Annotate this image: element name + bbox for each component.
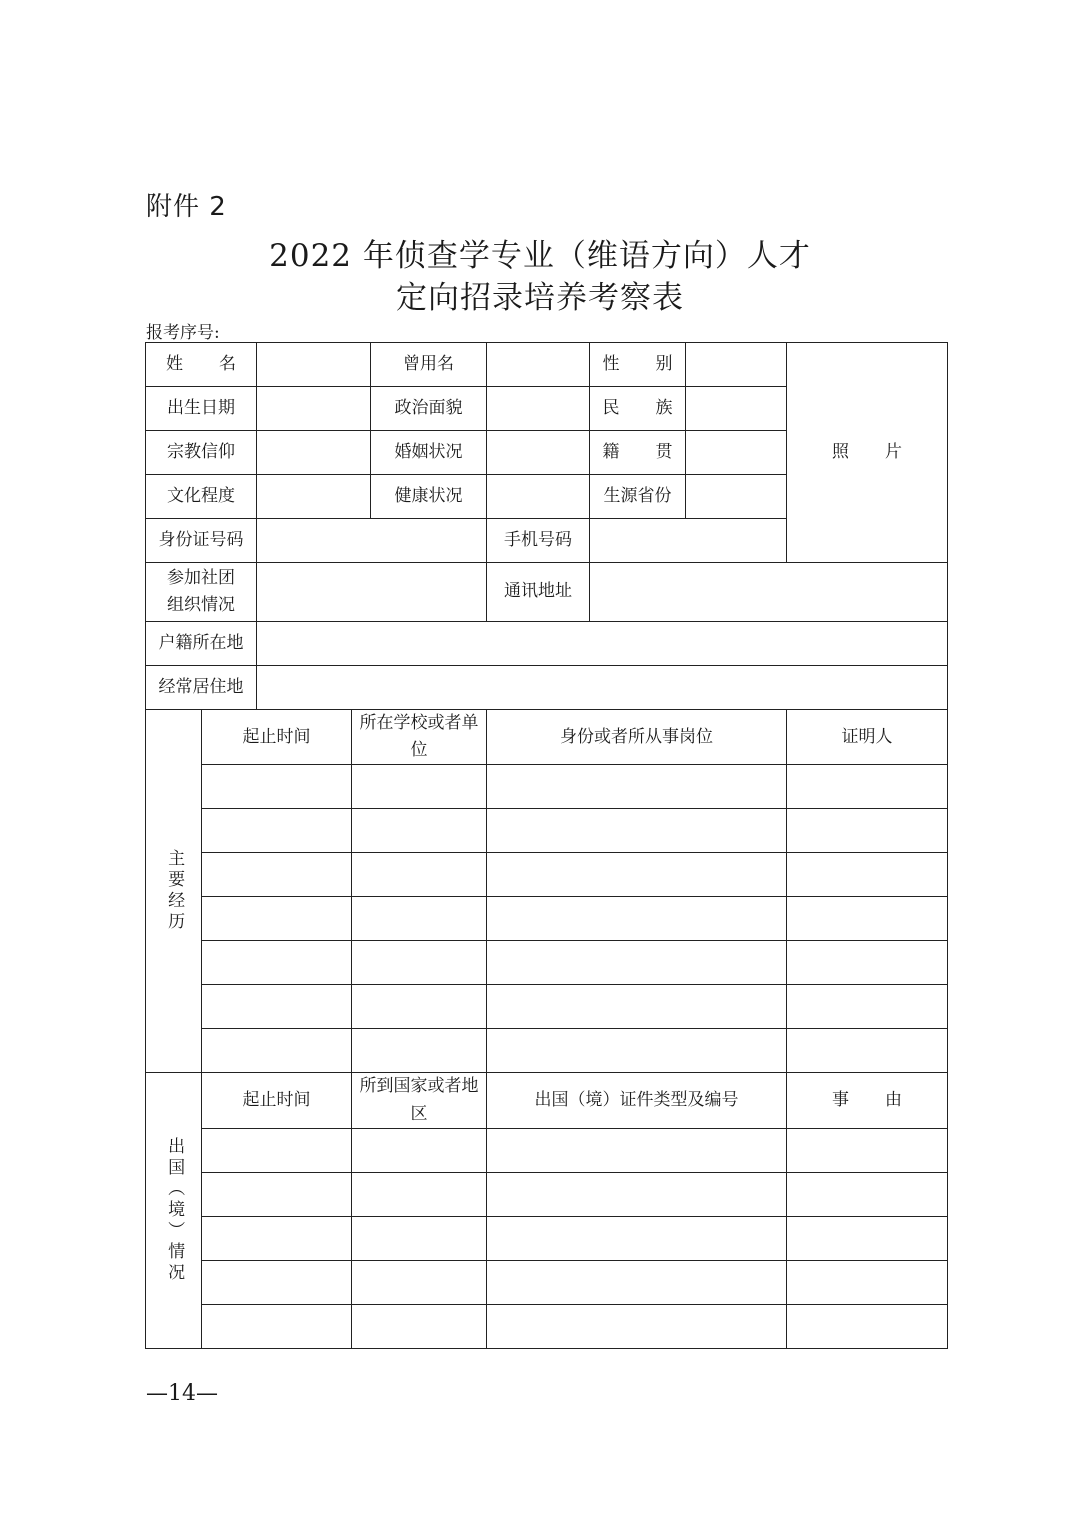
name-field[interactable] bbox=[257, 343, 371, 387]
experience-col-period: 起止时间 bbox=[202, 710, 352, 765]
marital-status-field[interactable] bbox=[487, 431, 590, 475]
abroad-header-row bbox=[146, 1073, 948, 1128]
experience-position-cell[interactable] bbox=[487, 985, 787, 1029]
organization-field[interactable] bbox=[257, 563, 487, 622]
name-label: 姓 名 bbox=[166, 353, 252, 374]
experience-school-cell[interactable] bbox=[352, 985, 487, 1029]
household-reg-field[interactable] bbox=[257, 622, 948, 666]
abroad-country-cell[interactable] bbox=[352, 1216, 487, 1260]
experience-period-cell[interactable] bbox=[202, 1029, 352, 1073]
experience-witness-cell[interactable] bbox=[787, 897, 948, 941]
religion-label: 宗教信仰 bbox=[146, 431, 257, 475]
experience-school-cell[interactable] bbox=[352, 941, 487, 985]
abroad-reason-cell[interactable] bbox=[787, 1128, 948, 1172]
experience-period-cell[interactable] bbox=[202, 985, 352, 1029]
experience-position-cell[interactable] bbox=[487, 1029, 787, 1073]
origin-province-field[interactable] bbox=[686, 475, 787, 519]
birth-date-field[interactable] bbox=[257, 387, 371, 431]
religion-field[interactable] bbox=[257, 431, 371, 475]
experience-school-cell[interactable] bbox=[352, 765, 487, 809]
former-name-field[interactable] bbox=[487, 343, 590, 387]
experience-school-cell[interactable] bbox=[352, 809, 487, 853]
experience-position-cell[interactable] bbox=[487, 765, 787, 809]
form-row-residence bbox=[146, 666, 948, 710]
experience-col-witness: 证明人 bbox=[787, 710, 948, 765]
origin-province-label: 生源省份 bbox=[590, 475, 686, 519]
health-field[interactable] bbox=[487, 475, 590, 519]
abroad-period-cell[interactable] bbox=[202, 1260, 352, 1304]
abroad-section-label: 出国（境）情况 bbox=[164, 1137, 185, 1285]
attachment-label: 附件 2 bbox=[146, 192, 227, 222]
experience-period-cell[interactable] bbox=[202, 941, 352, 985]
experience-witness-cell[interactable] bbox=[787, 1029, 948, 1073]
marital-status-label: 婚姻状况 bbox=[371, 431, 487, 475]
abroad-document-cell[interactable] bbox=[487, 1216, 787, 1260]
native-place-field[interactable] bbox=[686, 431, 787, 475]
health-label: 健康状况 bbox=[371, 475, 487, 519]
political-status-field[interactable] bbox=[487, 387, 590, 431]
form-row-name bbox=[146, 343, 948, 387]
experience-position-cell[interactable] bbox=[487, 809, 787, 853]
abroad-country-cell[interactable] bbox=[352, 1128, 487, 1172]
native-place-label: 籍 贯 bbox=[602, 441, 688, 462]
experience-witness-cell[interactable] bbox=[787, 941, 948, 985]
abroad-country-cell[interactable] bbox=[352, 1304, 487, 1348]
ethnicity-field[interactable] bbox=[686, 387, 787, 431]
abroad-col-reason: 事 由 bbox=[832, 1089, 918, 1110]
photo-label: 照 片 bbox=[832, 441, 918, 462]
organization-label-line2: 组织情况 bbox=[167, 595, 235, 615]
table-row bbox=[146, 1216, 948, 1260]
education-label: 文化程度 bbox=[146, 475, 257, 519]
table-row bbox=[146, 1304, 948, 1348]
abroad-col-period: 起止时间 bbox=[202, 1073, 352, 1128]
experience-position-cell[interactable] bbox=[487, 897, 787, 941]
table-row bbox=[146, 1029, 948, 1073]
table-row bbox=[146, 809, 948, 853]
gender-label: 性 别 bbox=[602, 353, 688, 374]
address-label: 通讯地址 bbox=[487, 563, 590, 622]
experience-school-cell[interactable] bbox=[352, 897, 487, 941]
abroad-reason-cell[interactable] bbox=[787, 1304, 948, 1348]
experience-position-cell[interactable] bbox=[487, 853, 787, 897]
address-field[interactable] bbox=[590, 563, 948, 622]
table-row bbox=[146, 1172, 948, 1216]
former-name-label: 曾用名 bbox=[371, 343, 487, 387]
abroad-col-document: 出国（境）证件类型及编号 bbox=[487, 1073, 787, 1128]
experience-header-row bbox=[146, 710, 948, 765]
organization-label bbox=[146, 563, 257, 622]
residence-label: 经常居住地 bbox=[146, 666, 257, 710]
education-field[interactable] bbox=[257, 475, 371, 519]
ethnicity-label: 民 族 bbox=[602, 397, 688, 418]
abroad-document-cell[interactable] bbox=[487, 1128, 787, 1172]
experience-witness-cell[interactable] bbox=[787, 765, 948, 809]
abroad-section-cell bbox=[146, 1073, 202, 1348]
serial-number-label: 报考序号: bbox=[146, 323, 220, 343]
abroad-document-cell[interactable] bbox=[487, 1172, 787, 1216]
abroad-document-cell[interactable] bbox=[487, 1304, 787, 1348]
form-row-household bbox=[146, 622, 948, 666]
abroad-period-cell[interactable] bbox=[202, 1216, 352, 1260]
phone-field[interactable] bbox=[590, 519, 787, 563]
residence-field[interactable] bbox=[257, 666, 948, 710]
abroad-reason-cell[interactable] bbox=[787, 1260, 948, 1304]
table-row bbox=[146, 1260, 948, 1304]
experience-period-cell[interactable] bbox=[202, 809, 352, 853]
form-title-line2: 定向招录培养考察表 bbox=[396, 280, 684, 316]
experience-school-cell[interactable] bbox=[352, 853, 487, 897]
table-row bbox=[146, 1128, 948, 1172]
photo-box[interactable] bbox=[787, 343, 948, 563]
table-row bbox=[146, 897, 948, 941]
political-status-label: 政治面貌 bbox=[371, 387, 487, 431]
gender-field[interactable] bbox=[686, 343, 787, 387]
household-reg-label: 户籍所在地 bbox=[146, 622, 257, 666]
experience-witness-cell[interactable] bbox=[787, 853, 948, 897]
phone-label: 手机号码 bbox=[487, 519, 590, 563]
experience-position-cell[interactable] bbox=[487, 941, 787, 985]
page-number: —14— bbox=[146, 1381, 218, 1406]
experience-period-cell[interactable] bbox=[202, 853, 352, 897]
application-form-table bbox=[145, 342, 948, 1349]
table-row bbox=[146, 853, 948, 897]
experience-school-cell[interactable] bbox=[352, 1029, 487, 1073]
abroad-period-cell[interactable] bbox=[202, 1172, 352, 1216]
id-number-label: 身份证号码 bbox=[146, 519, 257, 563]
birth-date-label: 出生日期 bbox=[146, 387, 257, 431]
abroad-reason-cell[interactable] bbox=[787, 1216, 948, 1260]
experience-col-position: 身份或者所从事岗位 bbox=[487, 710, 787, 765]
abroad-reason-cell[interactable] bbox=[787, 1172, 948, 1216]
abroad-period-cell[interactable] bbox=[202, 1304, 352, 1348]
table-row bbox=[146, 765, 948, 809]
experience-period-cell[interactable] bbox=[202, 765, 352, 809]
experience-period-cell[interactable] bbox=[202, 897, 352, 941]
table-row bbox=[146, 985, 948, 1029]
experience-col-school: 所在学校或者单位 bbox=[352, 710, 487, 765]
id-number-field[interactable] bbox=[257, 519, 487, 563]
abroad-period-cell[interactable] bbox=[202, 1128, 352, 1172]
abroad-country-cell[interactable] bbox=[352, 1172, 487, 1216]
experience-witness-cell[interactable] bbox=[787, 985, 948, 1029]
form-row-organization bbox=[146, 563, 948, 622]
table-row bbox=[146, 941, 948, 985]
organization-label-line1: 参加社团 bbox=[167, 567, 235, 588]
experience-witness-cell[interactable] bbox=[787, 809, 948, 853]
abroad-country-cell[interactable] bbox=[352, 1260, 487, 1304]
experience-section-cell bbox=[146, 710, 202, 1073]
abroad-document-cell[interactable] bbox=[487, 1260, 787, 1304]
experience-section-label: 主要经历 bbox=[164, 849, 185, 934]
form-title-line1: 2022 年侦查学专业（维语方向）人才 bbox=[269, 238, 811, 274]
abroad-col-country: 所到国家或者地区 bbox=[352, 1073, 487, 1128]
